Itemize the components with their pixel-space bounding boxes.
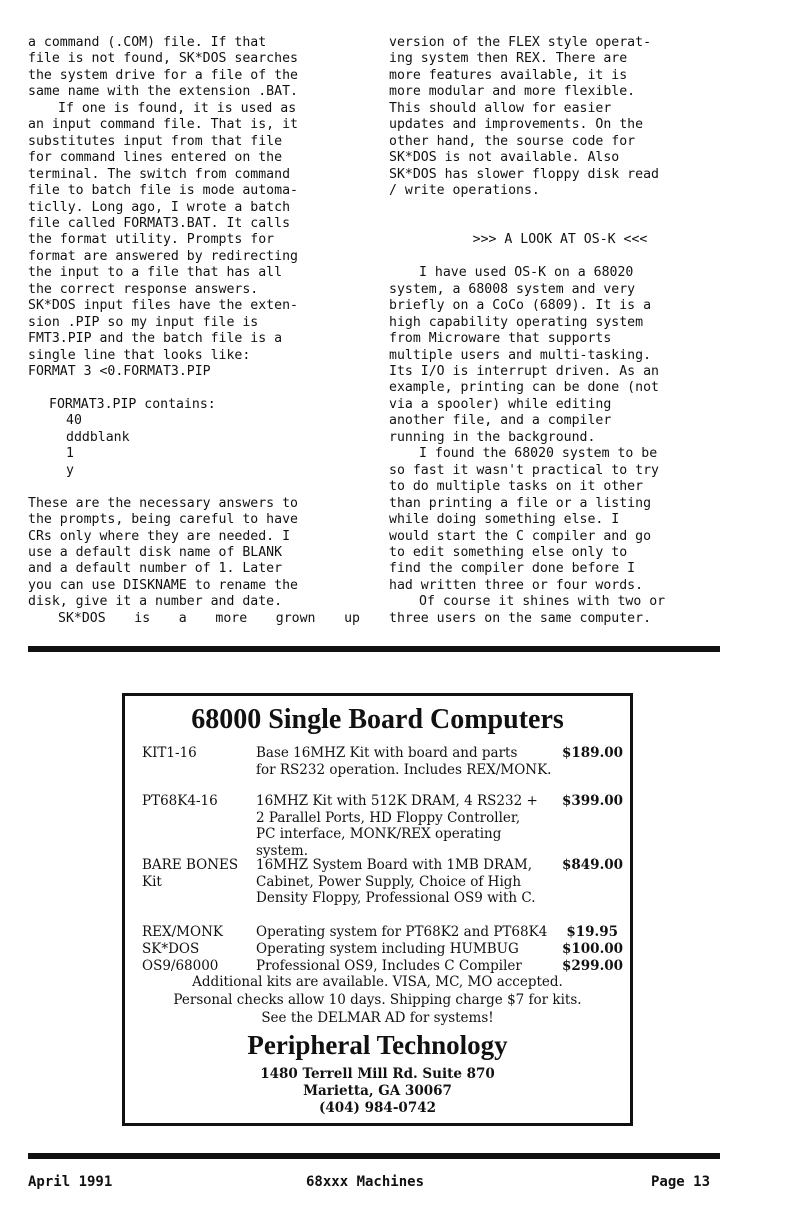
text-line: disk, give it a number and date. bbox=[28, 594, 283, 610]
text-line: FORMAT 3 <0.FORMAT3.PIP bbox=[28, 364, 211, 380]
address-line: 1480 Terrell Mill Rd. Suite 870 bbox=[260, 1066, 495, 1082]
text-line: from Microware that supports bbox=[389, 331, 612, 347]
code-line: 1 bbox=[66, 446, 74, 462]
code-intro: FORMAT3.PIP contains: bbox=[49, 396, 216, 412]
text-line: for command lines entered on the bbox=[28, 150, 283, 166]
address-line: Marietta, GA 30067 bbox=[303, 1083, 452, 1099]
text-line: a command (.COM) file. If that bbox=[28, 35, 267, 50]
product-description: Professional OS9, Includes C Compiler bbox=[256, 958, 522, 974]
code-line: 40 bbox=[66, 413, 82, 429]
text-line: Of course it shines with two or bbox=[419, 594, 666, 610]
text-line: SK*DOS input files have the exten- bbox=[28, 298, 298, 314]
product-price: $189.00 bbox=[562, 745, 624, 761]
footer-page-number: Page 13 bbox=[651, 1174, 711, 1190]
right-column bbox=[389, 35, 721, 627]
text-line: had written three or four words. bbox=[389, 577, 644, 593]
text-line: terminal. The switch from command bbox=[28, 166, 291, 182]
text-line: more modular and more flexible. bbox=[389, 84, 636, 100]
product-description: Operating system including HUMBUG bbox=[256, 941, 519, 957]
product-name: OS9/68000 bbox=[142, 958, 219, 974]
product-price: $19.95 bbox=[566, 924, 618, 940]
footer-magazine: 68xxx Machines bbox=[306, 1174, 425, 1190]
text-line: ing system then REX. There are bbox=[389, 51, 628, 67]
advertisement bbox=[122, 693, 633, 1126]
text-line: briefly on a CoCo (6809). It is a bbox=[389, 298, 652, 314]
paragraph bbox=[28, 496, 360, 611]
text-line: file is not found, SK*DOS searches bbox=[28, 51, 298, 67]
text-line: Its I/O is interrupt driven. As an bbox=[389, 364, 659, 380]
product-description: 16MHZ Kit with 512K DRAM, 4 RS232 + 2 Parallel Ports, HD Floppy Controller, PC interface, MONK/REX operating system. bbox=[256, 793, 538, 859]
text-line: so fast it wasn't practical to try bbox=[389, 462, 659, 478]
code-line: dddblank bbox=[66, 429, 130, 445]
product-price: $399.00 bbox=[562, 793, 624, 809]
paragraph bbox=[389, 446, 721, 594]
text-line: than printing a file or a listing bbox=[389, 495, 652, 511]
text-line: version of the FLEX style operat- bbox=[389, 35, 652, 50]
text-line: the system drive for a file of the bbox=[28, 67, 298, 83]
text-line: more features available, it is bbox=[389, 67, 628, 83]
text-line: FMT3.PIP and the batch file is a bbox=[28, 331, 283, 347]
ad-title: 68000 Single Board Computers bbox=[191, 704, 564, 735]
paragraph bbox=[389, 265, 721, 446]
text-line: running in the background. bbox=[389, 429, 596, 445]
ad-note: Additional kits are available. VISA, MC, MO accepted. bbox=[192, 974, 563, 990]
text-line: you can use DISKNAME to rename the bbox=[28, 577, 298, 593]
text-line: file to batch file is mode automa- bbox=[28, 183, 298, 199]
left-column bbox=[28, 35, 360, 627]
text-line: the input to a file that has all bbox=[28, 265, 283, 281]
product-description: 16MHZ System Board with 1MB DRAM, Cabinet, Power Supply, Choice of High Density Floppy, Professional OS9 with C. bbox=[256, 857, 536, 906]
text-line: use a default disk name of BLANK bbox=[28, 545, 283, 561]
text-line: the format utility. Prompts for bbox=[28, 232, 275, 248]
text-line: If one is found, it is used as bbox=[58, 100, 297, 116]
text-line: These are the necessary answers to bbox=[28, 495, 298, 511]
text-line: the prompts, being careful to have bbox=[28, 512, 298, 528]
text-line: updates and improvements. On the bbox=[389, 117, 644, 133]
text-line: ticlly. Long ago, I wrote a batch bbox=[28, 199, 291, 215]
text-line: example, printing can be done (not bbox=[389, 380, 659, 396]
text-line: another file, and a compiler bbox=[389, 413, 612, 429]
text-line: sion .PIP so my input file is bbox=[28, 314, 259, 330]
text-line: would start the C compiler and go bbox=[389, 528, 652, 544]
text-line: and a default number of 1. Later bbox=[28, 561, 283, 577]
text-line: to edit something else only to bbox=[389, 545, 628, 560]
product-name: SK*DOS bbox=[142, 941, 200, 957]
text-line: CRs only where they are needed. I bbox=[28, 528, 291, 544]
text-line: SK*DOS is a more grown up bbox=[58, 610, 360, 626]
product-description: Base 16MHZ Kit with board and parts for RS232 operation. Includes REX/MONK. bbox=[256, 745, 552, 778]
text-line: the correct response answers. bbox=[28, 281, 259, 297]
text-line: I found the 68020 system to be bbox=[419, 446, 658, 462]
text-line: substitutes input from that file bbox=[28, 133, 283, 149]
paragraph bbox=[28, 35, 360, 101]
paragraph bbox=[28, 611, 360, 627]
product-price: $849.00 bbox=[562, 857, 624, 873]
text-line: an input command file. That is, it bbox=[28, 117, 298, 133]
text-line: via a spooler) while editing bbox=[389, 396, 612, 412]
product-description: Operating system for PT68K2 and PT68K4 bbox=[256, 924, 548, 940]
divider-rule bbox=[28, 1153, 720, 1159]
paragraph bbox=[389, 35, 721, 200]
text-line: system, a 68008 system and very bbox=[389, 281, 636, 297]
product-price: $100.00 bbox=[562, 941, 624, 957]
product-name: REX/MONK bbox=[142, 924, 223, 940]
text-line: SK*DOS is not available. Also bbox=[389, 150, 620, 166]
text-line: file called FORMAT3.BAT. It calls bbox=[28, 215, 291, 231]
paragraph bbox=[28, 101, 360, 381]
product-name: BARE BONES Kit bbox=[142, 857, 239, 890]
text-line: other hand, the sourse code for bbox=[389, 133, 636, 149]
ad-note: See the DELMAR AD for systems! bbox=[261, 1010, 494, 1026]
text-line: find the compiler done before I bbox=[389, 561, 636, 577]
text-line: single line that looks like: bbox=[28, 347, 251, 363]
text-line: I have used OS-K on a 68020 bbox=[419, 265, 634, 281]
text-line: SK*DOS has slower floppy disk read bbox=[389, 166, 659, 182]
text-line: same name with the extension .BAT. bbox=[28, 84, 298, 100]
text-line: / write operations. bbox=[389, 183, 540, 199]
text-line: multiple users and multi-tasking. bbox=[389, 347, 652, 363]
ad-note: Personal checks allow 10 days. Shipping charge $7 for kits. bbox=[173, 992, 582, 1008]
product-name: PT68K4-16 bbox=[142, 793, 218, 809]
divider-rule bbox=[28, 646, 720, 652]
text-line: to do multiple tasks on it other bbox=[389, 479, 644, 495]
product-price: $299.00 bbox=[562, 958, 624, 974]
text-line: while doing something else. I bbox=[389, 512, 620, 528]
text-line: three users on the same computer. bbox=[389, 610, 652, 626]
section-heading: >>> A LOOK AT OS-K <<< bbox=[472, 232, 648, 248]
product-name: KIT1-16 bbox=[142, 745, 197, 761]
text-line: format are answered by redirecting bbox=[28, 248, 298, 264]
code-line: y bbox=[66, 462, 74, 478]
paragraph bbox=[389, 594, 721, 627]
company-name: Peripheral Technology bbox=[247, 1030, 508, 1060]
text-line: This should allow for easier bbox=[389, 100, 612, 116]
phone-number: (404) 984-0742 bbox=[318, 1100, 436, 1116]
footer-date: April 1991 bbox=[28, 1174, 113, 1190]
text-line: high capability operating system bbox=[389, 314, 644, 330]
